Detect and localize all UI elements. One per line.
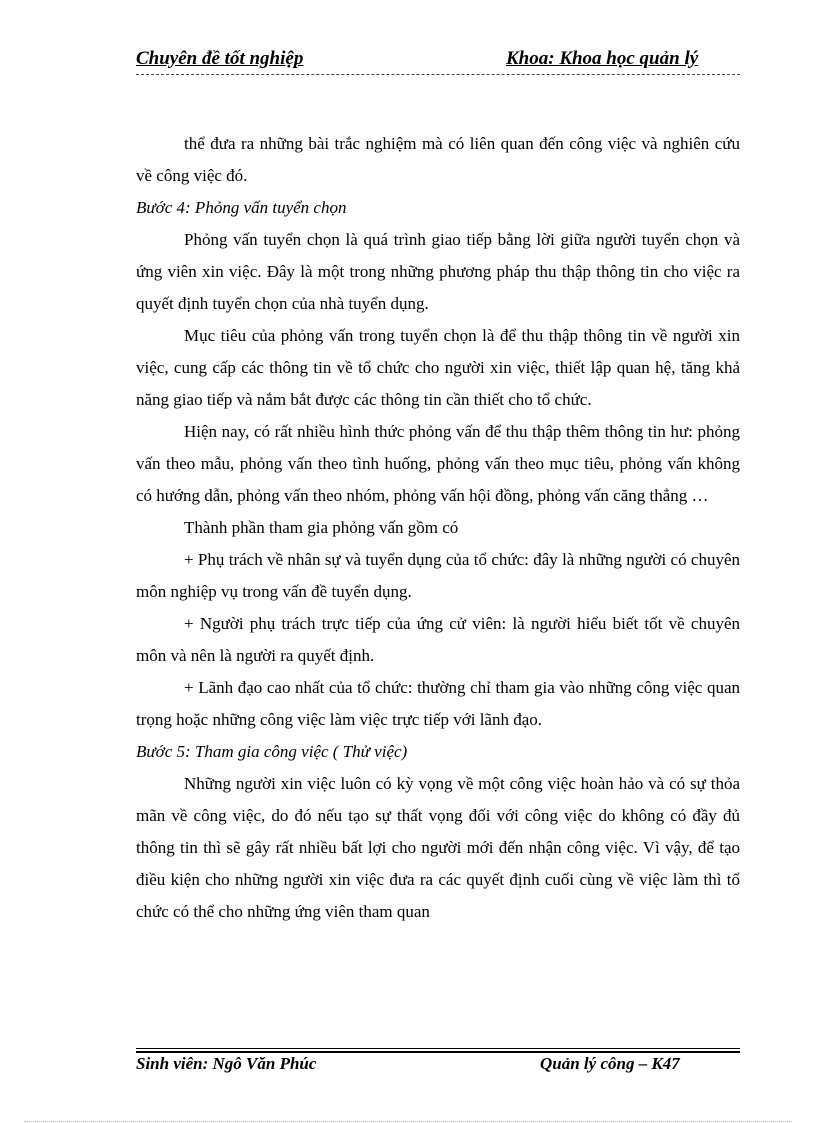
footer-divider-thin <box>136 1048 740 1049</box>
paragraph-probation: Những người xin việc luôn có kỳ vọng về một công việc hoàn hảo và có sự thỏa mãn về công việc, do đó nếu tạo sự thất vọng đối với công việc do không có đầy đủ thông tin thì sẽ gây rất nhiều bất lợi cho người mới đến nhận công việc. Vì vậy, để tạo điều kiện cho những người xin việc đưa ra các quyết định cuối cùng về việc làm thì tổ chức có thể cho những ứng viên tham quan <box>136 774 740 921</box>
paragraph-participants: Thành phần tham gia phỏng vấn gồm có <box>184 518 459 537</box>
step-4-heading: Bước 4: Phỏng vấn tuyển chọn <box>136 198 347 217</box>
header-divider <box>136 74 740 75</box>
step-5-heading: Bước 5: Tham gia công việc ( Thử việc) <box>136 742 408 761</box>
header-thesis-title: Chuyên đề tốt nghiệp <box>136 48 304 69</box>
page-footer <box>136 1054 740 1078</box>
footer-class: Quản lý công – K47 <box>540 1054 680 1073</box>
list-item-hr: + Phụ trách về nhân sự và tuyển dụng của tổ chức: đây là những người có chuyên môn nghiệp vụ trong vấn đề tuyển dụng. <box>136 550 740 601</box>
header-faculty: Khoa: Khoa học quản lý <box>506 48 699 69</box>
page-header <box>136 48 740 74</box>
document-body <box>136 128 740 928</box>
paragraph-interview-definition: Phỏng vấn tuyển chọn là quá trình giao tiếp bằng lời giữa người tuyển chọn và ứng viên xin việc. Đây là một trong những phương pháp thu thập thông tin cho việc ra quyết định tuyển chọn của nhà tuyển dụng. <box>136 230 740 313</box>
paragraph-interview-goals: Mục tiêu của phỏng vấn trong tuyển chọn là để thu thập thông tin về người xin việc, cung cấp các thông tin về tổ chức cho người xin việc, thiết lập quan hệ, tăng khả năng giao tiếp và nắm bắt được các thông tin cần thiết cho tổ chức. <box>136 326 740 409</box>
list-item-leadership: + Lãnh đạo cao nhất của tổ chức: thường chỉ tham gia vào những công việc quan trọng hoặc những công việc làm việc trực tiếp với lãnh đạo. <box>136 678 740 729</box>
footer-student-name: Sinh viên: Ngô Văn Phúc <box>136 1054 317 1073</box>
page-bottom-divider <box>24 1121 792 1122</box>
footer-divider-thick <box>136 1051 740 1053</box>
paragraph-interview-forms: Hiện nay, có rất nhiều hình thức phỏng vấn để thu thập thêm thông tin hư: phỏng vấn theo mẫu, phỏng vấn theo tình huống, phỏng vấn theo mục tiêu, phỏng vấn không có hướng dẫn, phỏng vấn theo nhóm, phỏng vấn hội đồng, phỏng vấn căng thẳng … <box>136 422 740 505</box>
paragraph-intro: thể đưa ra những bài trắc nghiệm mà có liên quan đến công việc và nghiên cứu về công việc đó. <box>136 134 740 185</box>
list-item-supervisor: + Người phụ trách trực tiếp của ứng cử viên: là người hiểu biết tốt về chuyên môn và nên là người ra quyết định. <box>136 614 740 665</box>
